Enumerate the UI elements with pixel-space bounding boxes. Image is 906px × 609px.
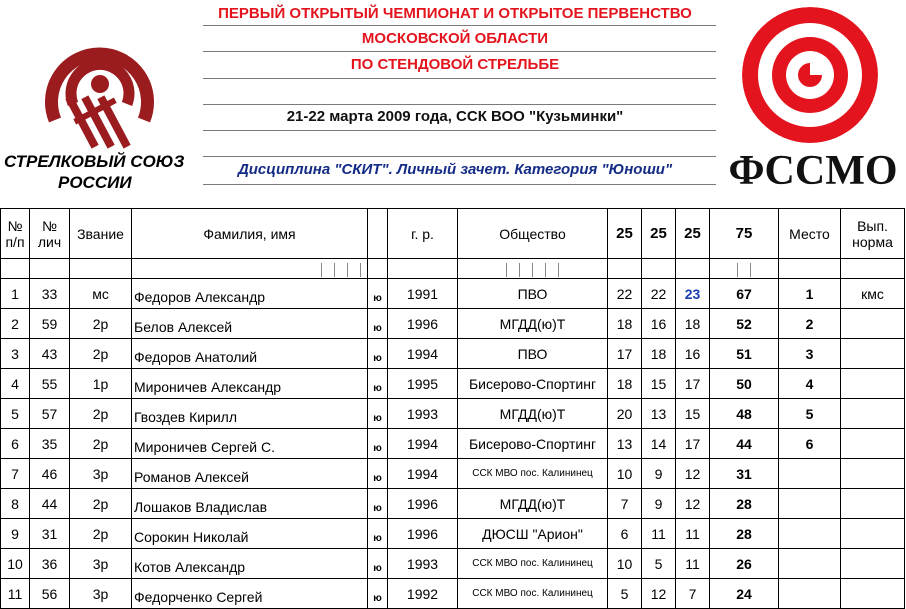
- place: [779, 459, 841, 489]
- license-num: 56: [30, 579, 70, 609]
- norm-achieved: [841, 459, 905, 489]
- row-num: 1: [1, 279, 30, 309]
- club: МГДД(ю)Т: [458, 399, 608, 429]
- table-row: [1, 579, 905, 609]
- norm-achieved: [841, 369, 905, 399]
- series-2-score: 13: [642, 399, 676, 429]
- total-score: 67: [710, 279, 779, 309]
- norm-achieved: [841, 339, 905, 369]
- club: ДЮСШ "Арион": [458, 519, 608, 549]
- rule-1: [203, 25, 716, 26]
- row-num: 7: [1, 459, 30, 489]
- rule-4: [203, 104, 716, 105]
- license-num: 44: [30, 489, 70, 519]
- spacer-cell: [608, 259, 642, 279]
- place: 4: [779, 369, 841, 399]
- place: [779, 579, 841, 609]
- col-header-cat: [368, 209, 388, 259]
- birth-year: 1996: [388, 489, 458, 519]
- category-mark: ю: [368, 489, 388, 519]
- birth-year: 1994: [388, 339, 458, 369]
- athlete-name: Мироничев Александр: [132, 369, 368, 399]
- category-mark: ю: [368, 339, 388, 369]
- series-1-score: 10: [608, 549, 642, 579]
- total-score: 48: [710, 399, 779, 429]
- total-score: 44: [710, 429, 779, 459]
- birth-year: 1993: [388, 399, 458, 429]
- series-1-score: 22: [608, 279, 642, 309]
- rank: 3р: [70, 459, 132, 489]
- club: ССК МВО пос. Калининец: [458, 549, 608, 579]
- spacer-cell: [676, 259, 710, 279]
- rank: 3р: [70, 549, 132, 579]
- license-num: 33: [30, 279, 70, 309]
- table-row: [1, 489, 905, 519]
- col-header-total: 75: [710, 209, 779, 259]
- norm-achieved: [841, 519, 905, 549]
- spacer-cell: [779, 259, 841, 279]
- birth-year: 1992: [388, 579, 458, 609]
- athlete-name: Мироничев Сергей С.: [132, 429, 368, 459]
- series-3-score: 16: [676, 339, 710, 369]
- col-header-year: г. р.: [388, 209, 458, 259]
- col-header-series-1: 25: [608, 209, 642, 259]
- category-mark: ю: [368, 579, 388, 609]
- place: 6: [779, 429, 841, 459]
- left-logo-text-1: СТРЕЛКОВЫЙ СОЮЗ: [4, 152, 185, 171]
- club: ССК МВО пос. Калининец: [458, 579, 608, 609]
- total-score: 31: [710, 459, 779, 489]
- spacer-cell: [1, 259, 30, 279]
- table-row: [1, 459, 905, 489]
- discipline: Дисциплина "СКИТ". Личный зачет. Категория "Юноши": [237, 161, 673, 178]
- series-1-score: 6: [608, 519, 642, 549]
- series-3-score: 11: [676, 519, 710, 549]
- col-header-lic: № лич: [30, 209, 70, 259]
- place: [779, 519, 841, 549]
- place: 5: [779, 399, 841, 429]
- title-line-1: ПЕРВЫЙ ОТКРЫТЫЙ ЧЕМПИОНАТ И ОТКРЫТОЕ ПЕРВЕНСТВО: [218, 5, 692, 22]
- place: 1: [779, 279, 841, 309]
- col-header-num: № п/п: [1, 209, 30, 259]
- license-num: 59: [30, 309, 70, 339]
- date-place: 21-22 марта 2009 года, ССК ВОО "Кузьминки": [286, 108, 624, 125]
- series-1-score: 7: [608, 489, 642, 519]
- athlete-name: Котов Александр: [132, 549, 368, 579]
- athlete-name: Федоров Анатолий: [132, 339, 368, 369]
- club: МГДД(ю)Т: [458, 309, 608, 339]
- athlete-name: Гвоздев Кирилл: [132, 399, 368, 429]
- series-1-score: 18: [608, 309, 642, 339]
- col-header-series-3: 25: [676, 209, 710, 259]
- title-line-2: МОСКОВСКОЙ ОБЛАСТИ: [361, 30, 549, 47]
- norm-achieved: [841, 549, 905, 579]
- series-1-score: 5: [608, 579, 642, 609]
- row-num: 9: [1, 519, 30, 549]
- table-row: [1, 309, 905, 339]
- norm-achieved: [841, 579, 905, 609]
- results-table: [0, 208, 905, 609]
- series-1-score: 17: [608, 339, 642, 369]
- series-2-score: 18: [642, 339, 676, 369]
- rank: 2р: [70, 339, 132, 369]
- rule-6: [203, 156, 716, 157]
- category-mark: ю: [368, 399, 388, 429]
- rule-5: [203, 130, 716, 131]
- rank: 2р: [70, 429, 132, 459]
- rule-2: [203, 51, 716, 52]
- birth-year: 1994: [388, 459, 458, 489]
- club: ПВО: [458, 339, 608, 369]
- series-1-score: 20: [608, 399, 642, 429]
- series-3-score: 12: [676, 459, 710, 489]
- athlete-name: Белов Алексей: [132, 309, 368, 339]
- category-mark: ю: [368, 369, 388, 399]
- series-1-score: 18: [608, 369, 642, 399]
- target-emblem-icon: [0, 22, 205, 152]
- club: Бисерово-Спортинг: [458, 429, 608, 459]
- series-2-score: 22: [642, 279, 676, 309]
- athlete-name: Лошаков Владислав: [132, 489, 368, 519]
- spacer-cell: [388, 259, 458, 279]
- series-3-score: 18: [676, 309, 710, 339]
- rank: 2р: [70, 519, 132, 549]
- series-2-score: 12: [642, 579, 676, 609]
- place: 2: [779, 309, 841, 339]
- table-row: [1, 429, 905, 459]
- birth-year: 1996: [388, 309, 458, 339]
- col-header-club: Общество: [458, 209, 608, 259]
- series-2-score: 16: [642, 309, 676, 339]
- total-score: 50: [710, 369, 779, 399]
- license-num: 43: [30, 339, 70, 369]
- norm-achieved: [841, 309, 905, 339]
- table-row: [1, 369, 905, 399]
- club: Бисерово-Спортинг: [458, 369, 608, 399]
- title-line-3: ПО СТЕНДОВОЙ СТРЕЛЬБЕ: [350, 56, 560, 73]
- club: МГДД(ю)Т: [458, 489, 608, 519]
- series-2-score: 15: [642, 369, 676, 399]
- athlete-name: Федоров Александр: [132, 279, 368, 309]
- rank: 1р: [70, 369, 132, 399]
- series-3-score: 11: [676, 549, 710, 579]
- right-logo-text: ФССМО: [728, 148, 898, 194]
- category-mark: ю: [368, 549, 388, 579]
- total-score: 51: [710, 339, 779, 369]
- table-row: [1, 339, 905, 369]
- spacer-cell: [710, 259, 779, 279]
- place: 3: [779, 339, 841, 369]
- category-mark: ю: [368, 519, 388, 549]
- rank: 2р: [70, 309, 132, 339]
- row-num: 6: [1, 429, 30, 459]
- series-3-score: 17: [676, 429, 710, 459]
- athlete-name: Сорокин Николай: [132, 519, 368, 549]
- table-row: [1, 549, 905, 579]
- row-num: 2: [1, 309, 30, 339]
- license-num: 36: [30, 549, 70, 579]
- category-mark: ю: [368, 429, 388, 459]
- series-2-score: 9: [642, 489, 676, 519]
- birth-year: 1993: [388, 549, 458, 579]
- category-mark: ю: [368, 279, 388, 309]
- row-num: 3: [1, 339, 30, 369]
- spacer-cell: [30, 259, 70, 279]
- club: ССК МВО пос. Калининец: [458, 459, 608, 489]
- row-num: 5: [1, 399, 30, 429]
- total-score: 28: [710, 519, 779, 549]
- col-header-series-2: 25: [642, 209, 676, 259]
- category-mark: ю: [368, 309, 388, 339]
- right-logo: [715, 0, 906, 200]
- col-header-rank: Звание: [70, 209, 132, 259]
- row-num: 8: [1, 489, 30, 519]
- license-num: 35: [30, 429, 70, 459]
- fssmo-target-icon: [715, 0, 906, 150]
- norm-achieved: [841, 399, 905, 429]
- series-3-score: 23: [676, 279, 710, 309]
- table-row: [1, 279, 905, 309]
- club: ПВО: [458, 279, 608, 309]
- license-num: 57: [30, 399, 70, 429]
- row-num: 10: [1, 549, 30, 579]
- license-num: 55: [30, 369, 70, 399]
- total-score: 28: [710, 489, 779, 519]
- rule-3: [203, 78, 716, 79]
- series-2-score: 11: [642, 519, 676, 549]
- spacer-cell: [132, 259, 368, 279]
- birth-year: 1991: [388, 279, 458, 309]
- place: [779, 489, 841, 519]
- series-2-score: 14: [642, 429, 676, 459]
- spacer-cell: [368, 259, 388, 279]
- row-num: 11: [1, 579, 30, 609]
- left-logo-text-2: РОССИИ: [58, 173, 132, 192]
- license-num: 31: [30, 519, 70, 549]
- spacer-cell: [841, 259, 905, 279]
- spacer-cell: [642, 259, 676, 279]
- rule-7: [203, 184, 716, 185]
- category-mark: ю: [368, 459, 388, 489]
- col-header-name: Фамилия, имя: [132, 209, 368, 259]
- series-1-score: 13: [608, 429, 642, 459]
- spacer-cell: [70, 259, 132, 279]
- athlete-name: Федорченко Сергей: [132, 579, 368, 609]
- table-row: [1, 399, 905, 429]
- series-2-score: 5: [642, 549, 676, 579]
- table-spacer-row: [1, 259, 905, 279]
- athlete-name: Романов Алексей: [132, 459, 368, 489]
- rank: 3р: [70, 579, 132, 609]
- spacer-cell: [458, 259, 608, 279]
- rank: мс: [70, 279, 132, 309]
- col-header-norm: Вып. норма: [841, 209, 905, 259]
- place: [779, 549, 841, 579]
- birth-year: 1996: [388, 519, 458, 549]
- total-score: 26: [710, 549, 779, 579]
- row-num: 4: [1, 369, 30, 399]
- series-1-score: 10: [608, 459, 642, 489]
- table-header-row: [1, 209, 905, 259]
- norm-achieved: [841, 429, 905, 459]
- series-3-score: 17: [676, 369, 710, 399]
- series-3-score: 12: [676, 489, 710, 519]
- rank: 2р: [70, 399, 132, 429]
- series-2-score: 9: [642, 459, 676, 489]
- series-3-score: 15: [676, 399, 710, 429]
- birth-year: 1994: [388, 429, 458, 459]
- col-header-place: Место: [779, 209, 841, 259]
- series-3-score: 7: [676, 579, 710, 609]
- norm-achieved: [841, 489, 905, 519]
- table-row: [1, 519, 905, 549]
- total-score: 24: [710, 579, 779, 609]
- total-score: 52: [710, 309, 779, 339]
- norm-achieved: кмс: [841, 279, 905, 309]
- rank: 2р: [70, 489, 132, 519]
- license-num: 46: [30, 459, 70, 489]
- birth-year: 1995: [388, 369, 458, 399]
- left-logo: [0, 22, 205, 194]
